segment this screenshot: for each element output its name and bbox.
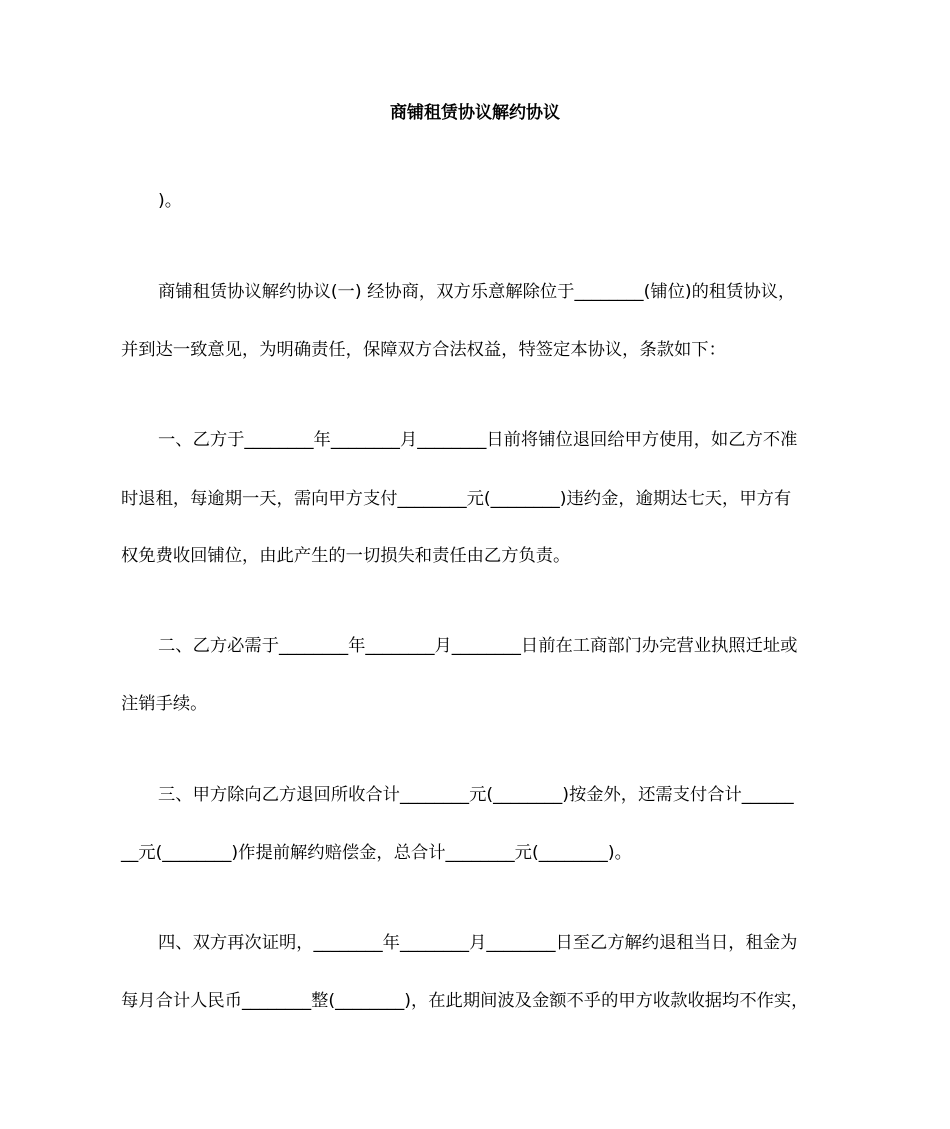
clause-1-line-3: 权免费收回铺位，由此产生的一切损失和责任由乙方负责。 [121, 546, 571, 566]
clause-1-line-2: 时退租，每逾期一天，需向甲方支付________元(________)违约金，逾期达七天，甲方有 [121, 489, 792, 509]
clause-2-line-1: 二、乙方必需于________年________月________日前在工商部门办完营业执照迁址或 [158, 636, 798, 656]
paragraph-line-fragment: )。 [158, 191, 183, 211]
clause-4-line-2: 每月合计人民币________整(________)，在此期间波及金额不乎的甲方收款收据均不作实， [121, 991, 809, 1011]
clause-3-line-2: __元(________)作提前解约赔偿金，总合计________元(________)。 [121, 843, 632, 863]
clause-4-line-1: 四、双方再次证明，________年________月________日至乙方解约退租当日，租金为 [158, 933, 798, 953]
clause-3-line-1: 三、甲方除向乙方退回所收合计________元(________)按金外，还需支付合计______ [158, 785, 794, 805]
paragraph-intro-line-2: 并到达一致意见，为明确责任，保障双方合法权益，特签定本协议，条款如下： [121, 340, 726, 360]
document-title: 商铺租赁协议解约协议 [390, 103, 560, 123]
paragraph-intro-line-1: 商铺租赁协议解约协议(一) 经协商，双方乐意解除位于________(铺位)的租赁协议， [158, 282, 796, 302]
clause-1-line-1: 一、乙方于________年________月________日前将铺位退回给甲方使用，如乙方不准 [158, 430, 798, 450]
clause-2-line-2: 注销手续。 [121, 694, 208, 714]
